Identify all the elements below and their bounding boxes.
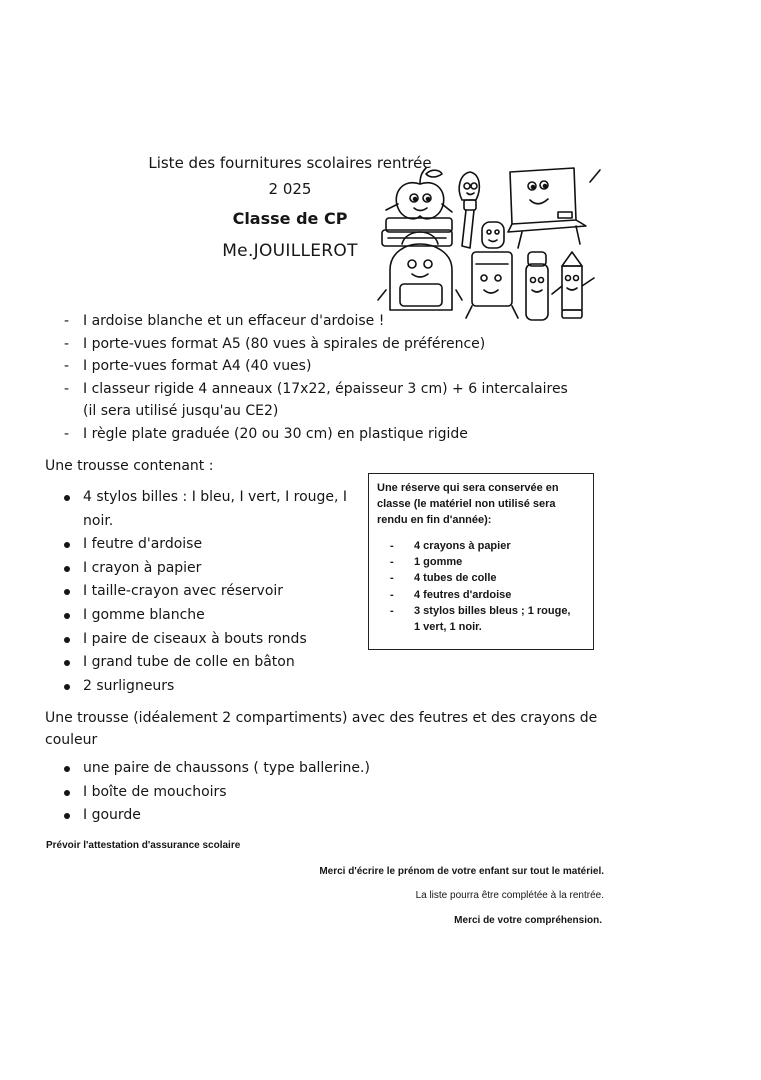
eraser-icon <box>482 222 504 248</box>
list-item: I taille-crayon avec réservoir <box>62 580 352 604</box>
backpack-icon <box>378 232 462 310</box>
pencil-case-heading: Une trousse contenant : <box>45 458 214 474</box>
list-item <box>377 603 585 635</box>
completed-note: La liste pourra être complétée à la rentrée. <box>415 890 604 901</box>
list-item: I boîte de mouchoirs <box>62 781 422 805</box>
supplies-list <box>64 310 584 445</box>
list-item-text: 3 stylos billes bleus ; 1 rouge, <box>414 604 571 617</box>
list-item-note: (il sera utilisé jusqu'au CE2) <box>83 403 279 419</box>
thanks-note: Merci de votre compréhension. <box>454 915 602 926</box>
list-item: - I porte-vues format A5 (80 vues à spirales de préférence) <box>64 333 584 356</box>
list-title: Liste des fournitures scolaires rentrée <box>148 154 432 172</box>
list-item <box>64 378 584 423</box>
list-item: 2 surligneurs <box>62 675 352 699</box>
list-item: - 4 feutres d'ardoise <box>377 587 585 603</box>
list-item: - I règle plate graduée (20 ou 30 cm) en plastique rigide <box>64 423 584 446</box>
pencil-case-list <box>62 486 352 698</box>
list-item: I gomme blanche <box>62 604 352 628</box>
list-item: une paire de chaussons ( type ballerine.) <box>62 757 422 781</box>
list-item-text: - I classeur rigide 4 anneaux (17x22, épaisseur 3 cm) + 6 intercalaires <box>83 380 568 397</box>
list-item-text: noir. <box>83 512 114 529</box>
label-note: Merci d'écrire le prénom de votre enfant sur tout le matériel. <box>319 866 604 877</box>
second-case-line: couleur <box>45 732 98 748</box>
list-item: I gourde <box>62 804 422 828</box>
paintbrush-icon <box>459 172 479 248</box>
reserve-box-title: Une réserve qui sera conservée en classe (le matériel non utilisé sera rendu en fin d'année): <box>377 482 559 526</box>
list-item: - I porte-vues format A4 (40 vues) <box>64 355 584 378</box>
teacher-name: Me.JOUILLEROT <box>222 241 358 261</box>
school-supplies-illustration <box>372 160 607 325</box>
insurance-note: Prévoir l'attestation d'assurance scolaire <box>46 840 241 851</box>
list-item: - 4 tubes de colle <box>377 570 585 586</box>
list-item: I paire de ciseaux à bouts ronds <box>62 628 352 652</box>
binder-icon <box>466 252 518 318</box>
list-item: - 1 gomme <box>377 554 585 570</box>
other-items-list <box>62 757 422 828</box>
reserve-list <box>377 538 585 635</box>
school-year: 2 025 <box>268 180 312 198</box>
list-item: - I ardoise blanche et un effaceur d'ardoise ! <box>64 310 584 333</box>
list-item: - 4 crayons à papier <box>377 538 585 554</box>
list-item-text: 4 stylos billes : I bleu, I vert, I rouge, I <box>83 489 348 505</box>
list-item <box>62 486 352 533</box>
class-name: Classe de CP <box>232 209 348 228</box>
list-item-text: 1 vert, 1 noir. <box>414 621 482 634</box>
list-item: I crayon à papier <box>62 557 352 581</box>
apple-icon <box>382 168 452 246</box>
board-icon <box>508 168 600 248</box>
second-case-text <box>45 707 695 751</box>
reserve-box <box>368 473 594 650</box>
second-case-line: Une trousse (idéalement 2 compartiments) avec des feutres et des crayons de <box>45 710 598 726</box>
pencil-icon <box>552 252 594 318</box>
list-item: I feutre d'ardoise <box>62 533 352 557</box>
list-item: I grand tube de colle en bâton <box>62 651 352 675</box>
